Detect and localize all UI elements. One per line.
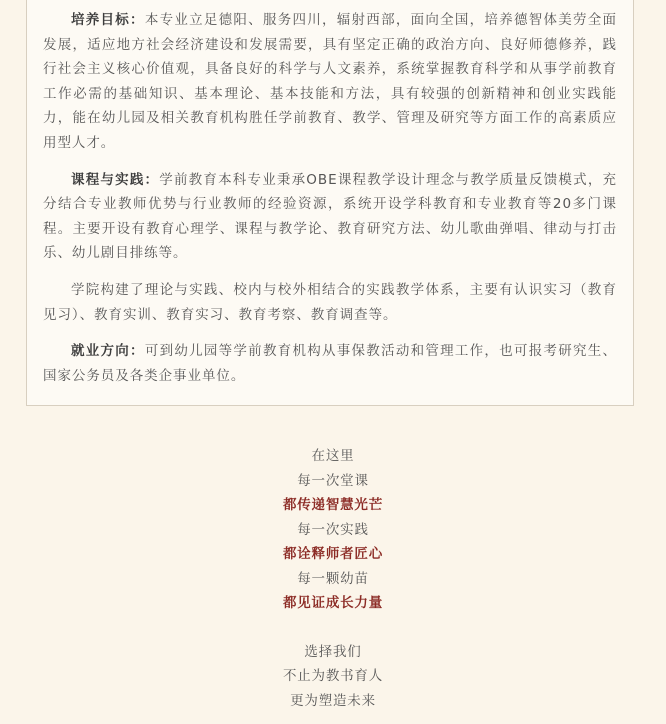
curriculum-text: 学前教育本科专业秉承OBE课程教学设计理念与教学质量反馈模式，充分结合专业教师优势与行业教师的经验资源，系统开设学科教育和专业教育等20多门课程。主要开设有教育心理学、课程与教学论、教育研究方法、幼儿歌曲弹唱、律动与打击乐、幼儿剧目排练等。 [43,171,617,262]
poem-line: 在这里 [311,448,355,464]
curriculum-label: 课程与实践： [71,171,160,188]
poem-line: 每一次实践 [297,521,369,538]
practice-system-text: 学院构建了理论与实践、校内与校外相结合的实践教学体系，主要有认识实习（教育见习）、教育实训、教育实习、教育考察、教育调查等。 [43,281,617,323]
poem-line: 更为塑造未来 [290,692,376,709]
training-goal-label: 培养目标： [71,12,145,28]
curriculum-paragraph [43,168,617,266]
training-goal-text: 本专业立足德阳、服务四川，辐射西部，面向全国，培养德智体美劳全面发展，适应地方社会经济建设和发展需要，具有坚定正确的政治方向、良好师德修养，践行社会主义核心价值观，具备良好的科学与人文素养，系统掌握教育科学和从事学前教育工作必需的基础知识、基本理论、基本技能和方法，具有较强的创新精神和创业实践能力，能在幼儿园及相关教育机构胜任学前教育、教学、管理及研究等方面工作的高素质应用型人才。 [43,12,617,151]
employment-text: 可到幼儿园等学前教育机构从事保教活动和管理工作，也可报考研究生、国家公务员及各类企事业单位。 [43,343,617,384]
poem-line: 选择我们 [304,643,362,660]
poem-emphasis-line: 都传递智慧光芒 [282,497,384,513]
major-intro-card [26,0,634,406]
poem-emphasis-line: 都见证成长力量 [282,595,384,611]
employment-paragraph [43,339,617,388]
poem-line: 每一颗幼苗 [297,570,369,587]
practice-system-paragraph [43,278,617,327]
training-goal-paragraph [43,8,617,156]
poem-line: 每一次堂课 [297,472,369,489]
poem-line: 不止为教书育人 [282,668,384,684]
poem-emphasis-line: 都诠释师者匠心 [282,546,384,562]
stanza-gap [0,616,666,640]
employment-label: 就业方向： [71,343,145,360]
slogan-poem [0,444,666,713]
